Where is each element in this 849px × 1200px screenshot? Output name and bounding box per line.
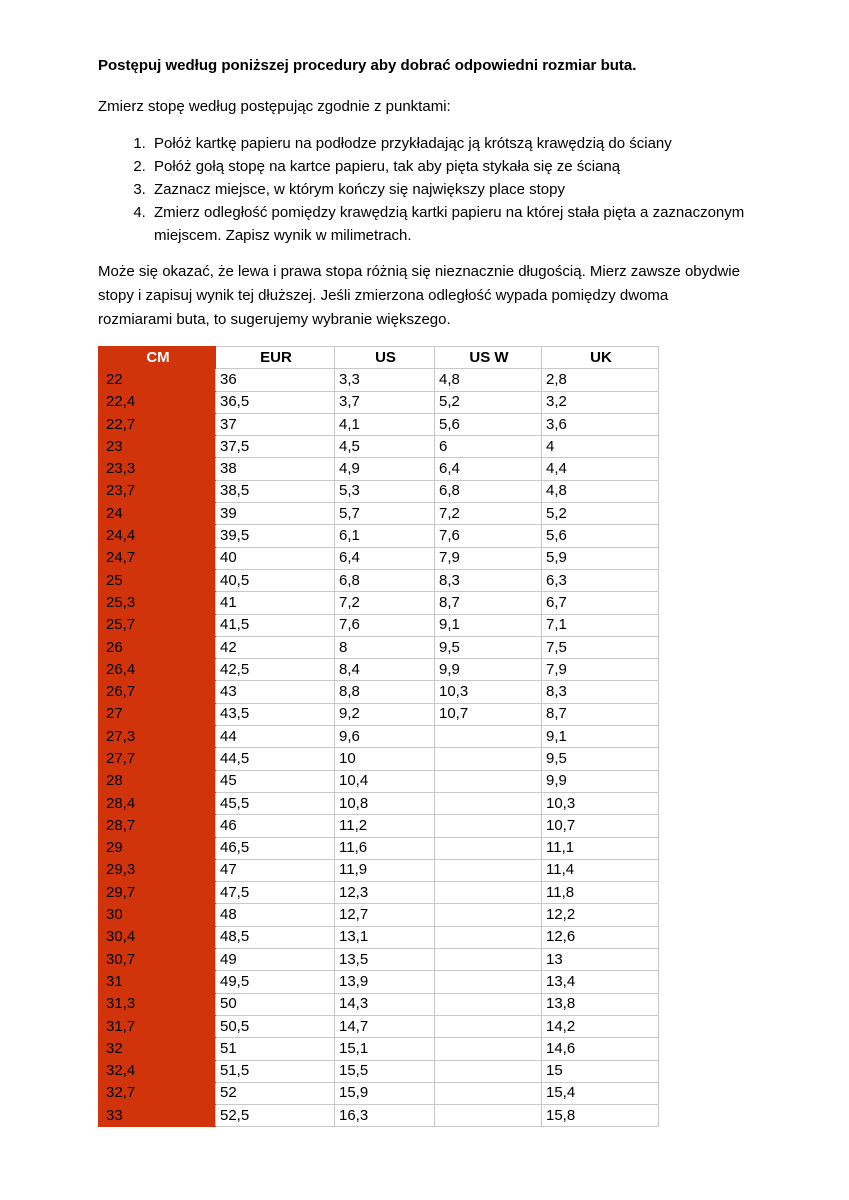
size-cell: 36 <box>216 369 335 391</box>
cm-cell: 26,7 <box>99 681 216 703</box>
size-cell: 44 <box>216 726 335 748</box>
size-cell: 4,1 <box>335 413 435 435</box>
size-cell: 38 <box>216 458 335 480</box>
size-cell: 40 <box>216 547 335 569</box>
size-cell: 4 <box>542 436 659 458</box>
size-cell: 10 <box>335 748 435 770</box>
size-cell: 4,8 <box>435 369 542 391</box>
cm-cell: 30,4 <box>99 926 216 948</box>
size-cell: 14,2 <box>542 1015 659 1037</box>
cm-cell: 22,7 <box>99 413 216 435</box>
size-cell: 8,7 <box>542 703 659 725</box>
size-cell: 52,5 <box>216 1105 335 1127</box>
size-cell: 15,4 <box>542 1082 659 1104</box>
size-cell: 49,5 <box>216 971 335 993</box>
table-row <box>99 458 659 480</box>
size-cell: 38,5 <box>216 480 335 502</box>
cm-cell: 24 <box>99 503 216 525</box>
size-cell: 8,7 <box>435 592 542 614</box>
table-row <box>99 726 659 748</box>
size-cell: 52 <box>216 1082 335 1104</box>
table-row <box>99 525 659 547</box>
size-cell: 51 <box>216 1038 335 1060</box>
cm-cell: 25 <box>99 569 216 591</box>
table-row <box>99 904 659 926</box>
size-cell: 9,1 <box>435 614 542 636</box>
table-row <box>99 413 659 435</box>
size-cell <box>435 815 542 837</box>
cm-cell: 31 <box>99 971 216 993</box>
cm-cell: 23,3 <box>99 458 216 480</box>
table-row <box>99 681 659 703</box>
cm-cell: 27,7 <box>99 748 216 770</box>
size-cell: 13,9 <box>335 971 435 993</box>
size-cell: 6 <box>435 436 542 458</box>
size-cell: 10,7 <box>435 703 542 725</box>
size-cell: 12,2 <box>542 904 659 926</box>
size-cell: 3,2 <box>542 391 659 413</box>
size-cell: 7,1 <box>542 614 659 636</box>
page-title: Postępuj według poniższej procedury aby dobrać odpowiedni rozmiar buta. <box>98 57 637 74</box>
size-cell: 51,5 <box>216 1060 335 1082</box>
size-cell: 42 <box>216 636 335 658</box>
size-cell: 13,1 <box>335 926 435 948</box>
size-cell <box>435 1105 542 1127</box>
size-cell: 6,1 <box>335 525 435 547</box>
cm-cell: 32,4 <box>99 1060 216 1082</box>
size-table-head <box>99 347 659 369</box>
cm-cell: 24,4 <box>99 525 216 547</box>
step-item: 3. Zaznacz miejsce, w którym kończy się największy place stopy <box>150 178 745 201</box>
size-cell: 14,6 <box>542 1038 659 1060</box>
size-cell: 5,2 <box>542 503 659 525</box>
size-cell: 8,3 <box>542 681 659 703</box>
size-cell: 43,5 <box>216 703 335 725</box>
size-cell: 50,5 <box>216 1015 335 1037</box>
size-cell <box>435 949 542 971</box>
table-row <box>99 748 659 770</box>
size-table <box>98 346 659 1127</box>
table-row <box>99 926 659 948</box>
table-row <box>99 659 659 681</box>
table-row <box>99 480 659 502</box>
table-row <box>99 949 659 971</box>
cm-cell: 22 <box>99 369 216 391</box>
cm-cell: 27 <box>99 703 216 725</box>
cm-cell: 31,7 <box>99 1015 216 1037</box>
size-cell: 10,4 <box>335 770 435 792</box>
size-cell: 16,3 <box>335 1105 435 1127</box>
size-cell: 9,2 <box>335 703 435 725</box>
table-row <box>99 592 659 614</box>
size-cell <box>435 859 542 881</box>
size-cell: 6,8 <box>335 569 435 591</box>
table-row <box>99 971 659 993</box>
size-cell <box>435 792 542 814</box>
size-cell: 6,4 <box>435 458 542 480</box>
table-row <box>99 569 659 591</box>
size-cell: 39 <box>216 503 335 525</box>
size-cell <box>435 993 542 1015</box>
table-row <box>99 547 659 569</box>
size-cell: 15,5 <box>335 1060 435 1082</box>
size-cell: 37 <box>216 413 335 435</box>
cm-cell: 27,3 <box>99 726 216 748</box>
size-cell: 44,5 <box>216 748 335 770</box>
size-cell: 14,7 <box>335 1015 435 1037</box>
size-cell: 12,6 <box>542 926 659 948</box>
size-cell: 40,5 <box>216 569 335 591</box>
size-cell <box>435 882 542 904</box>
size-cell: 47,5 <box>216 882 335 904</box>
cm-cell: 29,7 <box>99 882 216 904</box>
table-row <box>99 993 659 1015</box>
steps-list <box>98 132 745 247</box>
cm-cell: 30 <box>99 904 216 926</box>
size-cell: 13,5 <box>335 949 435 971</box>
cm-cell: 25,7 <box>99 614 216 636</box>
cm-cell: 22,4 <box>99 391 216 413</box>
size-cell: 6,4 <box>335 547 435 569</box>
size-cell: 10,3 <box>435 681 542 703</box>
table-row <box>99 837 659 859</box>
size-cell: 11,8 <box>542 882 659 904</box>
size-cell: 47 <box>216 859 335 881</box>
size-cell: 12,7 <box>335 904 435 926</box>
size-cell: 46 <box>216 815 335 837</box>
cm-cell: 26,4 <box>99 659 216 681</box>
size-cell: 39,5 <box>216 525 335 547</box>
size-cell: 10,3 <box>542 792 659 814</box>
table-row <box>99 503 659 525</box>
size-cell: 10,8 <box>335 792 435 814</box>
size-cell: 5,9 <box>542 547 659 569</box>
size-cell <box>435 904 542 926</box>
table-row <box>99 815 659 837</box>
size-cell: 8,3 <box>435 569 542 591</box>
size-cell: 15,9 <box>335 1082 435 1104</box>
size-cell: 9,1 <box>542 726 659 748</box>
size-cell: 49 <box>216 949 335 971</box>
size-cell: 4,8 <box>542 480 659 502</box>
size-cell: 3,6 <box>542 413 659 435</box>
table-row <box>99 770 659 792</box>
column-header-uk: UK <box>542 347 659 369</box>
size-cell: 41,5 <box>216 614 335 636</box>
size-cell: 9,9 <box>542 770 659 792</box>
table-row <box>99 1060 659 1082</box>
cm-cell: 26 <box>99 636 216 658</box>
column-header-us: US <box>335 347 435 369</box>
size-cell: 7,6 <box>335 614 435 636</box>
size-cell: 7,9 <box>542 659 659 681</box>
step-item: 2. Połóż gołą stopę na kartce papieru, tak aby pięta stykała się ze ścianą <box>150 155 745 178</box>
size-cell: 50 <box>216 993 335 1015</box>
cm-cell: 33 <box>99 1105 216 1127</box>
size-cell: 42,5 <box>216 659 335 681</box>
size-cell: 5,6 <box>435 413 542 435</box>
size-cell: 7,2 <box>435 503 542 525</box>
table-row <box>99 436 659 458</box>
note-text: Może się okazać, że lewa i prawa stopa różnią się nieznacznie długością. Mierz zawsze obydwie stopy i zapisuj wynik tej dłuższej. Jeśli zmierzona odległość wypada pomiędzy dwoma rozmiarami buta, to sugerujemy wybranie większego. <box>98 263 740 328</box>
cm-cell: 31,3 <box>99 993 216 1015</box>
table-row <box>99 614 659 636</box>
size-cell: 45 <box>216 770 335 792</box>
size-cell <box>435 770 542 792</box>
table-row <box>99 1082 659 1104</box>
size-table-body <box>99 369 659 1127</box>
cm-cell: 32 <box>99 1038 216 1060</box>
table-row <box>99 1105 659 1127</box>
table-row <box>99 703 659 725</box>
size-cell: 13,4 <box>542 971 659 993</box>
cm-cell: 25,3 <box>99 592 216 614</box>
size-cell <box>435 748 542 770</box>
size-cell: 2,8 <box>542 369 659 391</box>
size-cell: 15 <box>542 1060 659 1082</box>
size-cell: 8,4 <box>335 659 435 681</box>
size-cell: 3,3 <box>335 369 435 391</box>
size-cell: 11,6 <box>335 837 435 859</box>
column-header-eur: EUR <box>216 347 335 369</box>
size-cell: 5,7 <box>335 503 435 525</box>
size-cell: 43 <box>216 681 335 703</box>
table-row <box>99 1038 659 1060</box>
size-cell <box>435 1038 542 1060</box>
size-cell: 7,6 <box>435 525 542 547</box>
size-cell <box>435 971 542 993</box>
table-row <box>99 792 659 814</box>
size-cell: 6,8 <box>435 480 542 502</box>
cm-cell: 28,7 <box>99 815 216 837</box>
size-cell: 48 <box>216 904 335 926</box>
size-cell: 4,9 <box>335 458 435 480</box>
size-cell: 4,4 <box>542 458 659 480</box>
size-cell: 5,2 <box>435 391 542 413</box>
size-cell: 36,5 <box>216 391 335 413</box>
size-cell <box>435 726 542 748</box>
cm-cell: 24,7 <box>99 547 216 569</box>
size-cell: 6,3 <box>542 569 659 591</box>
cm-cell: 29 <box>99 837 216 859</box>
size-cell: 41 <box>216 592 335 614</box>
size-cell: 5,3 <box>335 480 435 502</box>
table-row <box>99 636 659 658</box>
size-cell: 12,3 <box>335 882 435 904</box>
size-cell: 3,7 <box>335 391 435 413</box>
intro-text: Zmierz stopę według postępując zgodnie z punktami: <box>98 98 451 115</box>
table-row <box>99 859 659 881</box>
size-cell: 37,5 <box>216 436 335 458</box>
size-cell: 13 <box>542 949 659 971</box>
cm-cell: 29,3 <box>99 859 216 881</box>
size-cell: 48,5 <box>216 926 335 948</box>
size-cell: 11,9 <box>335 859 435 881</box>
cm-cell: 28 <box>99 770 216 792</box>
column-header-cm: CM <box>99 347 216 369</box>
cm-cell: 32,7 <box>99 1082 216 1104</box>
table-row <box>99 391 659 413</box>
size-cell: 9,9 <box>435 659 542 681</box>
size-cell: 9,5 <box>435 636 542 658</box>
column-header-us-w: US W <box>435 347 542 369</box>
size-cell: 7,2 <box>335 592 435 614</box>
size-cell: 7,9 <box>435 547 542 569</box>
cm-cell: 23,7 <box>99 480 216 502</box>
size-cell: 6,7 <box>542 592 659 614</box>
size-cell: 11,2 <box>335 815 435 837</box>
size-cell <box>435 837 542 859</box>
size-cell <box>435 1060 542 1082</box>
size-cell: 7,5 <box>542 636 659 658</box>
size-cell: 8,8 <box>335 681 435 703</box>
size-cell: 14,3 <box>335 993 435 1015</box>
header-row <box>99 347 659 369</box>
size-cell: 9,6 <box>335 726 435 748</box>
size-cell: 15,1 <box>335 1038 435 1060</box>
size-cell: 15,8 <box>542 1105 659 1127</box>
step-item: 1. Połóż kartkę papieru na podłodze przykładając ją krótszą krawędzią do ściany <box>150 132 745 155</box>
table-row <box>99 1015 659 1037</box>
size-cell: 45,5 <box>216 792 335 814</box>
size-cell <box>435 1015 542 1037</box>
size-cell <box>435 926 542 948</box>
size-cell: 13,8 <box>542 993 659 1015</box>
size-cell: 46,5 <box>216 837 335 859</box>
table-row <box>99 882 659 904</box>
size-cell <box>435 1082 542 1104</box>
size-cell: 11,1 <box>542 837 659 859</box>
cm-cell: 23 <box>99 436 216 458</box>
cm-cell: 28,4 <box>99 792 216 814</box>
size-cell: 8 <box>335 636 435 658</box>
size-cell: 11,4 <box>542 859 659 881</box>
size-cell: 5,6 <box>542 525 659 547</box>
size-cell: 10,7 <box>542 815 659 837</box>
step-item: 4. Zmierz odległość pomiędzy krawędzią kartki papieru na której stała pięta a zaznaczonym miejscem. Zapisz wynik w milimetrach. <box>150 201 745 247</box>
size-cell: 4,5 <box>335 436 435 458</box>
size-cell: 9,5 <box>542 748 659 770</box>
cm-cell: 30,7 <box>99 949 216 971</box>
table-row <box>99 369 659 391</box>
